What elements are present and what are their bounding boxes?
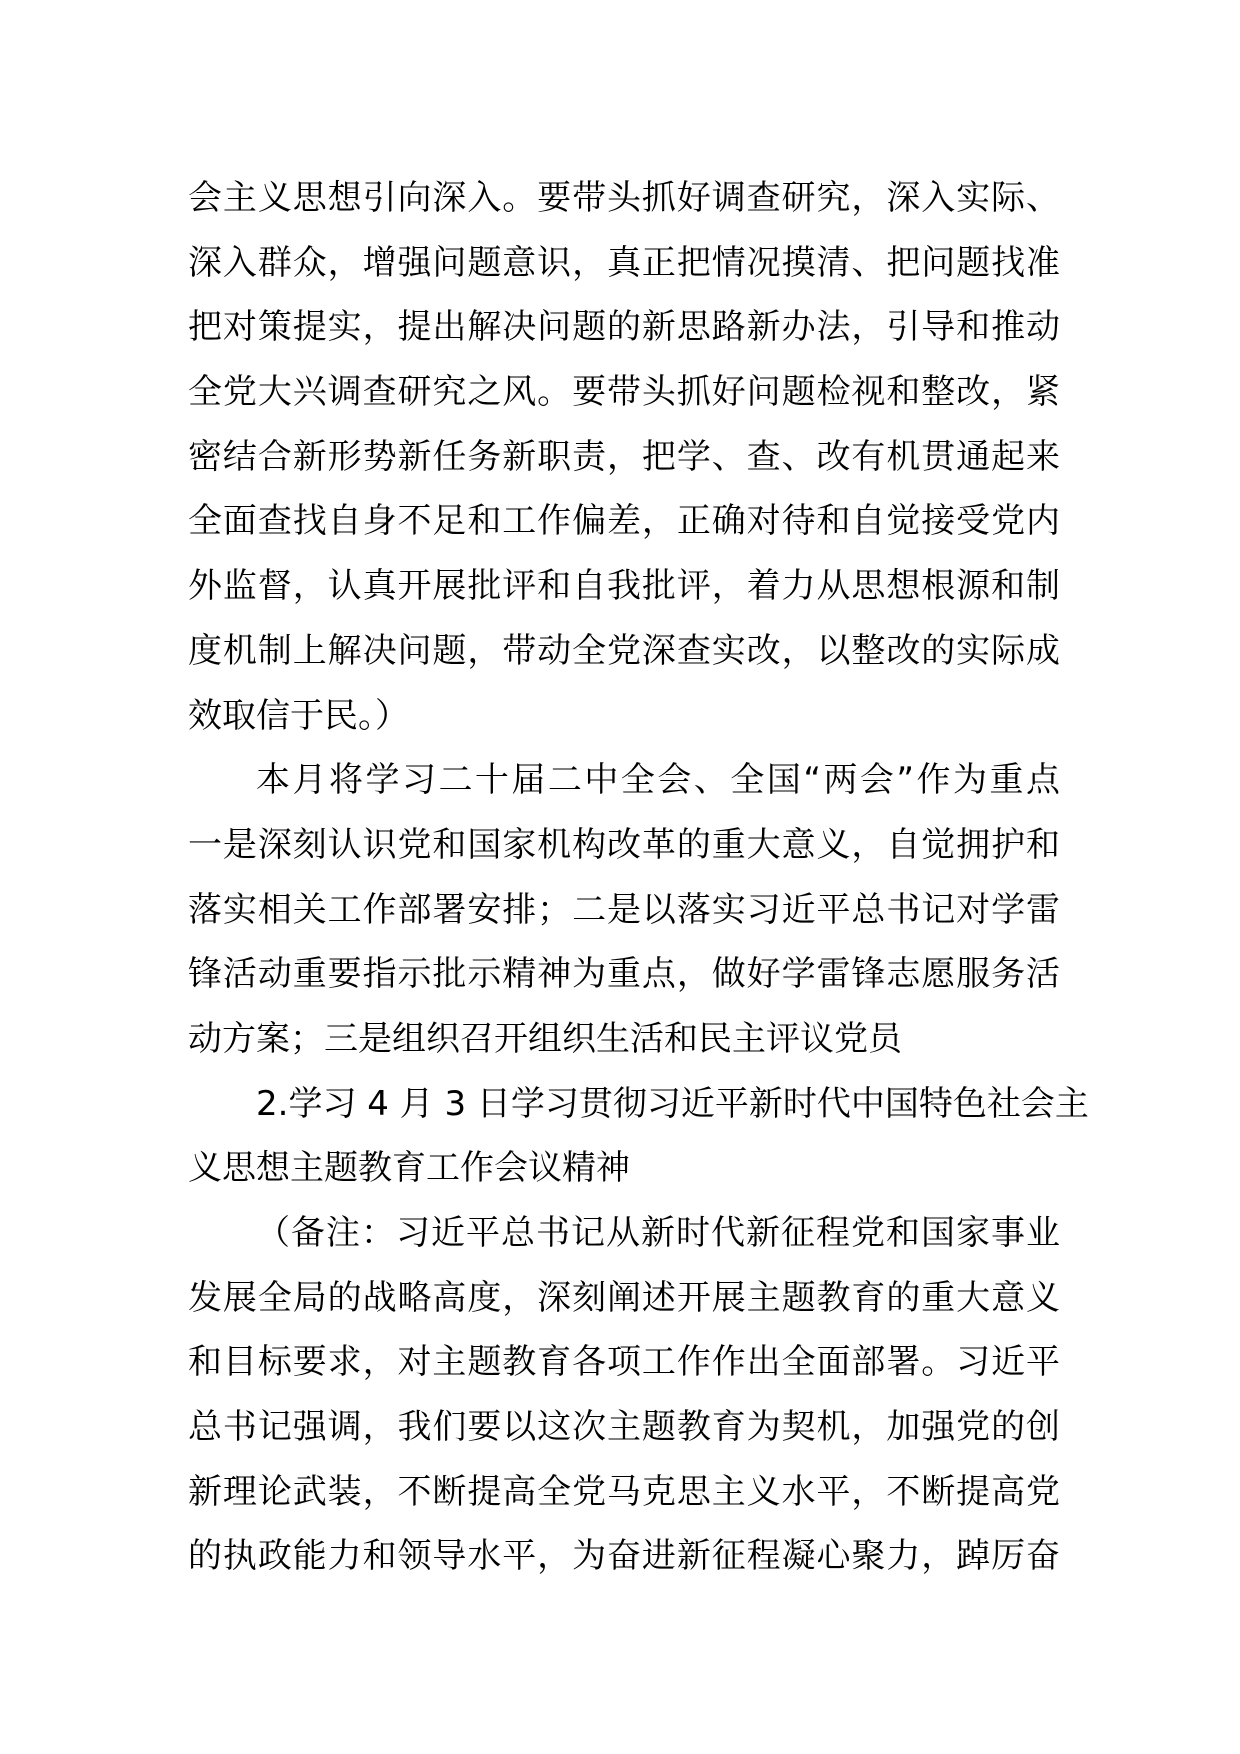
text-line: 发展全局的战略高度，深刻阐述开展主题教育的重大意义 [188, 1277, 1060, 1318]
text-line: 义思想主题教育工作会议精神 [188, 1148, 630, 1189]
document-body [188, 166, 1089, 1589]
text-line: 外监督，认真开展批评和自我批评，着力从思想根源和制 [188, 566, 1060, 607]
text-line: 动方案；三是组织召开组织生活和民主评议党员 [188, 1018, 902, 1059]
text-line: 密结合新形势新任务新职责，把学、查、改有机贯通起来 [188, 436, 1060, 477]
text-line: 度机制上解决问题，带动全党深查实改，以整改的实际成 [188, 630, 1060, 671]
text-line: 落实相关工作部署安排；二是以落实习近平总书记对学雷 [188, 889, 1060, 930]
text-line: 的执政能力和领导水平，为奋进新征程凝心聚力，踔厉奋 [188, 1536, 1060, 1577]
text-line: 效取信于民。） [188, 695, 409, 736]
text-line: 锋活动重要指示批示精神为重点，做好学雷锋志愿服务活 [188, 954, 1060, 995]
text-line: 总书记强调，我们要以这次主题教育为契机，加强党的创 [188, 1407, 1060, 1448]
text-line: 全面查找自身不足和工作偏差，正确对待和自觉接受党内 [188, 501, 1060, 542]
text-line: 一是深刻认识党和国家机构改革的重大意义，自觉拥护和 [188, 824, 1060, 865]
text-line: 本月将学习二十届二中全会、全国“两会”作为重点 [256, 760, 1060, 801]
text-line: 深入群众，增强问题意识，真正把情况摸清、把问题找准 [188, 242, 1060, 283]
text-line: 会主义思想引向深入。要带头抓好调查研究，深入实际、 [188, 178, 1060, 218]
text-line: 和目标要求，对主题教育各项工作作出全面部署。习近平 [188, 1342, 1060, 1383]
text-line: 2.学习 4 月 3 日学习贯彻习近平新时代中国特色社会主 [256, 1083, 1089, 1124]
text-line: 全党大兴调查研究之风。要带头抓好问题检视和整改，紧 [188, 372, 1060, 413]
text-line: （备注：习近平总书记从新时代新征程党和国家事业 [256, 1213, 1060, 1253]
text-line: 新理论武装，不断提高全党马克思主义水平，不断提高党 [188, 1471, 1060, 1512]
text-line: 把对策提实，提出解决问题的新思路新办法，引导和推动 [188, 307, 1060, 348]
